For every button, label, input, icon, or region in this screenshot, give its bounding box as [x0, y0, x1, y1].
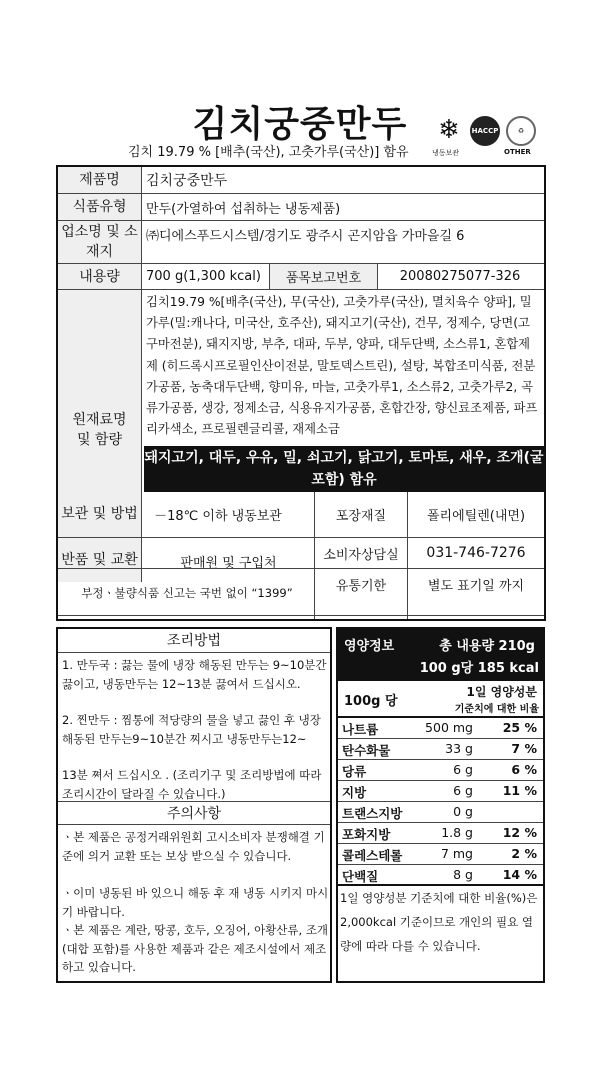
- cooking-step-2: 2. 찐만두 : 찜통에 적당량의 물을 넣고 끓인 후 냉장 해동된 만두는9~10분간 찌시고 냉동만두는12~: [62, 713, 321, 746]
- nutrient-row: 당류 6 g 6 %: [338, 760, 543, 781]
- report-notice: 부정ㆍ불량식품 신고는 국번 없이 “1399”: [81, 586, 293, 600]
- certification-icons: [432, 116, 542, 156]
- report-value: 20080275077-326: [399, 269, 521, 284]
- caution-2: ㆍ이미 냉동된 바 있으니 해동 후 재 냉동 시키지 마시기 바랍니다.: [62, 886, 329, 919]
- row-content: [58, 264, 544, 290]
- expiry-value: 별도 표기일 까지: [427, 578, 525, 594]
- haccp-icon: [470, 116, 500, 146]
- nutrition-col-per: 100g 당: [344, 694, 398, 709]
- content-label: 내용량: [58, 264, 142, 289]
- report-label: 품목보고번호: [270, 264, 377, 289]
- cooking-title: 조리방법: [58, 629, 330, 653]
- row-storage: [58, 491, 544, 538]
- storage-value: －18℃ 이하 냉동보관: [154, 508, 282, 524]
- recycle-label: OTHER: [504, 148, 531, 156]
- nutrient-row: 나트륨 500 mg 25 %: [338, 718, 543, 739]
- nutrition-title: 영양정보: [344, 639, 395, 654]
- row-food-type: [58, 194, 544, 221]
- row-product-name: [58, 167, 544, 194]
- nutrition-header: [338, 629, 543, 681]
- storage-label: 보관 및 방법: [58, 491, 142, 537]
- ingredients-label: 원재료명 및 함량: [58, 290, 142, 569]
- consumer-phone: 031-746-7276: [426, 545, 526, 561]
- maker-value: ㈜디에스푸드시스템/경기도 광주시 곤지암읍 가마을길 6: [146, 229, 465, 244]
- cooking-step-1: 1. 만두국 : 끓는 물에 냉장 해동된 만두는 9~10분간 끓이고, 냉동만두는 12~13분 끓여서 드십시오.: [62, 658, 327, 691]
- haccp-text: HACCP: [471, 127, 499, 135]
- nutrition-facts: [336, 627, 545, 983]
- food-type-label: 식품유형: [58, 194, 142, 220]
- nutrition-col-dv-2: 기준치에 대한 비율: [454, 704, 539, 715]
- food-type-value: 만두(가열하여 섭취하는 냉동제품): [146, 201, 341, 217]
- packaging-value: 폴리에틸렌(내면): [426, 508, 526, 524]
- nutrition-col-dv: 1일 영양성분: [466, 685, 537, 699]
- nutrient-row: 포화지방 1.8 g 12 %: [338, 823, 543, 844]
- product-title: 김치궁중만두: [192, 104, 408, 145]
- content-value: 700 g(1,300 kcal): [146, 269, 261, 284]
- nutrient-row: 콜레스테롤 7 mg 2 %: [338, 844, 543, 865]
- nutrient-row: 트랜스지방 0 g: [338, 802, 543, 823]
- caution-3: ㆍ본 제품은 계란, 땅콩, 호두, 오징어, 아황산류, 조개(대합 포함)를 사용한 제품과 같은 제조시설에서 제조하고 있습니다.: [62, 923, 329, 975]
- allergy-warning: 돼지고기, 대두, 우유, 밀, 쇠고기, 닭고기, 토마토, 새우, 조개(굴 포함) 함유: [144, 446, 544, 492]
- product-info-table: [56, 165, 546, 621]
- nutrition-columns: [338, 681, 543, 718]
- ingredients-value: 김치19.79 %[배추(국산), 무(국산), 고춧가루(국산), 멸치육수 양파], 밀가루(밀:캐나다, 미국산, 호주산), 돼지고기(국산), 건무, 정제수, 당면(고구마전분), 돼지지방, 부추, 대파, 두부, 양파, 대두단백, 소스류1, 혼합제제 (히드록시프로필인산이전분, 말토덱스트린), 설탕, 복합조미식품, 전분가공품, 농축대두단백, 향미유, 마늘, 고춧가루1, 소스류2, 고춧가루2, 곡류가공품, 생강, 정제소금, 식용유지가공품, 혼합간장, 향신료조제품, 파프리카색소, 프로필렌글리콜, 재제소금: [146, 295, 538, 437]
- expiry-label: 유통기한: [335, 578, 387, 594]
- nutrient-row: 단백질 8 g 14 %: [338, 865, 543, 886]
- cooking-section: [56, 627, 332, 983]
- nutrition-total: 총 내용량 210g: [439, 639, 535, 654]
- product-name-value: 김치궁중만두: [146, 173, 228, 189]
- subtitle: 김치 19.79 % [배추(국산), 고춧가루(국산)] 함유: [128, 145, 409, 160]
- return-value: 판매원 및 구입처: [180, 555, 277, 571]
- return-label: 반품 및 교환: [58, 538, 142, 582]
- frozen-label: 냉동보관: [432, 149, 460, 157]
- packaging-label: 포장재질: [335, 508, 387, 524]
- cooking-step-2-cont: 13분 쪄서 드십시오 . (조리기구 및 조리방법에 따라 조리시간이 달라질 수 있습니다.): [62, 768, 322, 801]
- product-name-label: 제품명: [58, 167, 142, 193]
- snowflake-icon: ❄: [438, 115, 460, 145]
- nutrient-row: 지방 6 g 11 %: [338, 781, 543, 802]
- nutrition-footnote: 1일 영양성분 기준치에 대한 비율(%)은 2,000kcal 기준이므로 개인의 필요 열량에 따라 다를 수 있습니다.: [340, 891, 538, 953]
- nutrient-row: 탄수화물 33 g 7 %: [338, 739, 543, 760]
- recycle-icon: ♻: [506, 116, 536, 146]
- row-maker: [58, 221, 544, 264]
- consumer-label: 소비자상담실: [323, 547, 399, 563]
- maker-label: 업소명 및 소재지: [58, 221, 142, 263]
- caution-1: ㆍ본 제품은 공정거래위원회 고시소비자 분쟁해결 기준에 의거 교환 또는 보상 받으실 수 있습니다.: [62, 830, 325, 863]
- caution-title: 주의사항: [58, 801, 330, 825]
- nutrition-per: 100 g당 185 kcal: [419, 661, 539, 676]
